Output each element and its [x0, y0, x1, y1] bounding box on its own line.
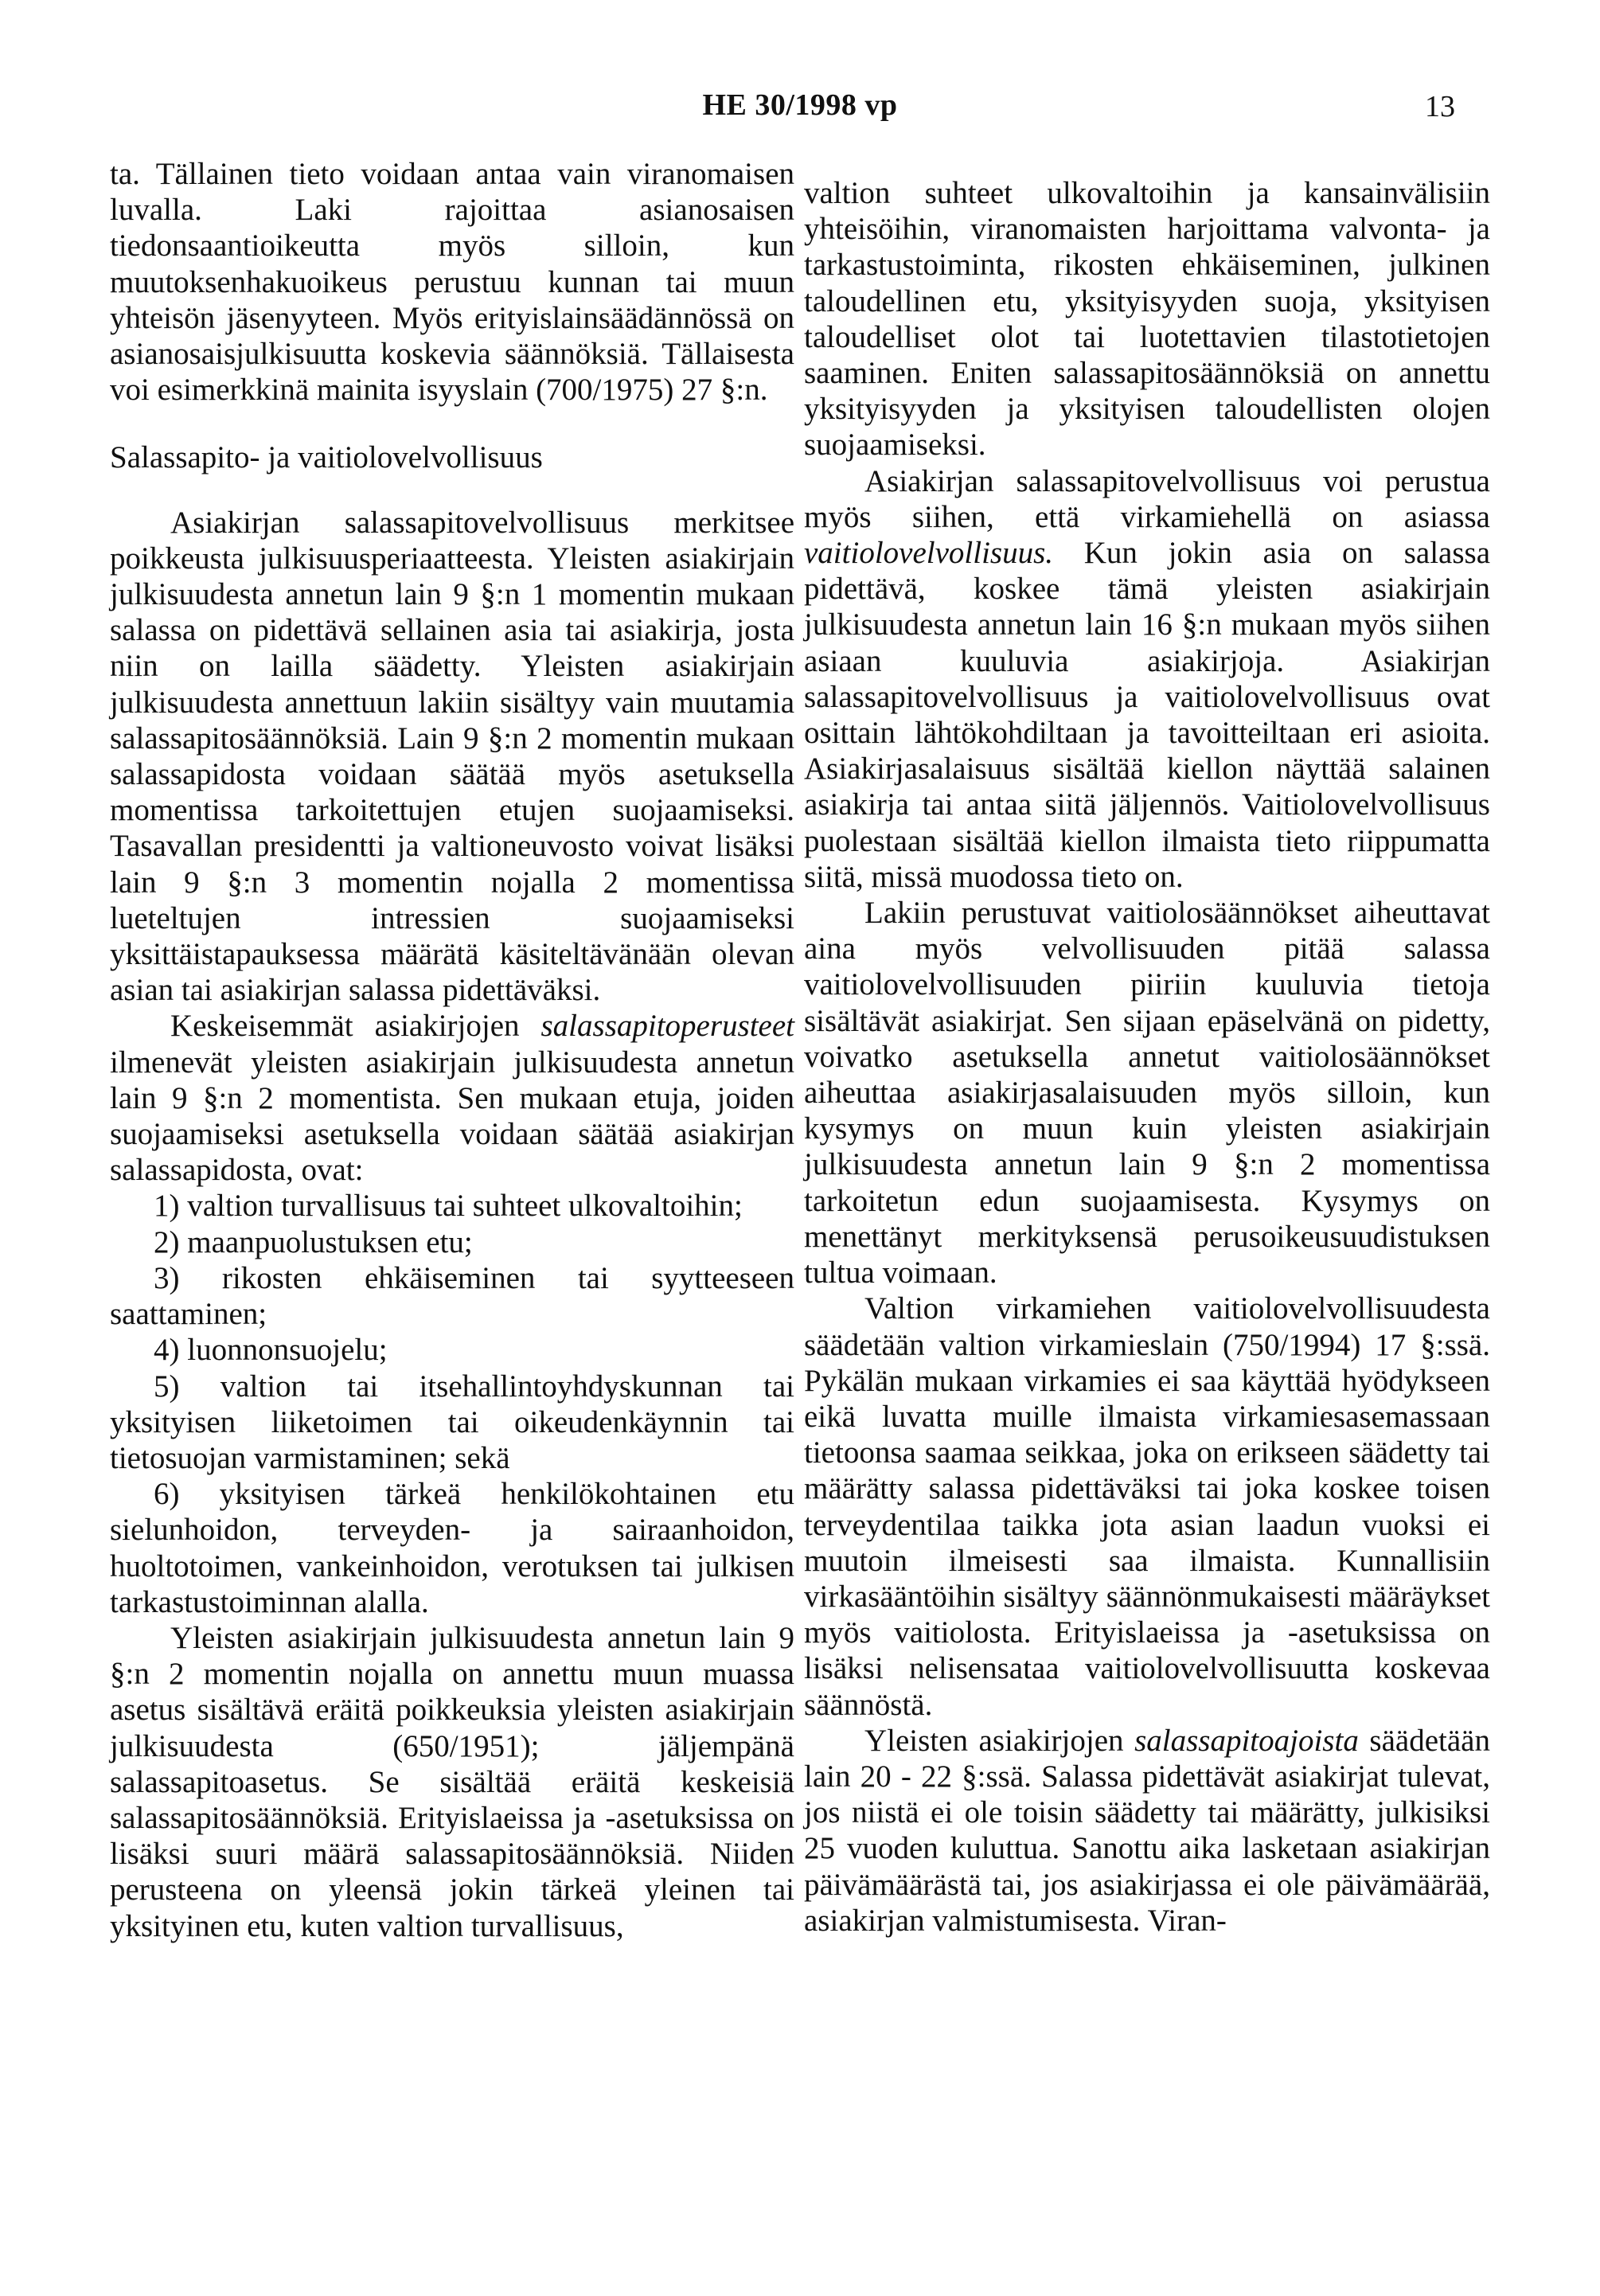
paragraph: Asiakirjan salassapitovelvollisuus merkitsee poikkeusta julkisuusperiaatteesta. Yleisten asiakirjain julkisuudesta annetun lain 9 §:n 1 momentin mukaan salassa on pidettävä sellainen asia tai asiakirja, josta niin on lailla säädetty. Yleisten asiakirjain julkisuudesta annettuun lakiin sisältyy vain muutamia salassapitosäännöksiä. Lain 9 §:n 2 momentin mukaan salassapidosta voidaan säätää myös asetuksella momentissa tarkoitettujen etujen suojaamiseksi. Tasavallan presidentti ja valtioneuvosto voivat lisäksi lain 9 §:n 3 momentin nojalla 2 momentissa lueteltujen intressien suojaamiseksi yksittäistapauksessa määrätä käsiteltävänään olevan asian tai asiakirjan salassa pidettäväksi.: [110, 505, 794, 1008]
section-heading: Salassapito- ja vaitiolovelvollisuus: [110, 440, 543, 475]
list-item: 3) rikosten ehkäiseminen tai syytteeseen saattaminen;: [110, 1260, 794, 1332]
text-run: Yleisten asiakirjojen: [864, 1723, 1135, 1758]
list-item: 4) luonnonsuojelu;: [154, 1333, 388, 1368]
italic-term: salassapitoperusteet: [540, 1009, 794, 1044]
right-column: [804, 175, 1490, 1939]
left-column: [110, 156, 794, 1944]
page-number: 13: [1425, 90, 1455, 123]
paragraph: [804, 463, 1490, 895]
italic-term: salassapitoajoista: [1134, 1723, 1359, 1758]
paragraph: Valtion virkamiehen vaitiolovelvollisuudesta säädetään valtion virkamieslain (750/1994) 17 §:ssä. Pykälän mukaan virkamies ei saa käyttää hyödykseen eikä luvatta muille ilmaista virkamiesasemassaan tietoonsa saamaa seikkaa, joka on erikseen säädetty tai määrätty salassa pidettäväksi tai joka koskee toisen terveydentilaa taikka jota asian laadun vuoksi ei muutoin ilmeisesti saa ilmaista. Kunnallisiin virkasääntöihin sisältyy säännönmukaisesti määräykset myös vaitiolosta. Erityislaeissa ja -asetuksissa on lisäksi nelisensataa vaitiolovelvollisuutta koskevaa säännöstä.: [804, 1291, 1490, 1722]
text-run: Asiakirjan salassapitovelvollisuus voi perustua myös siihen, että virkamiehellä on asiassa: [804, 463, 1490, 534]
paragraph: valtion suhteet ulkovaltoihin ja kansainvälisiin yhteisöihin, viranomaisten harjoittama valvonta- ja tarkastustoiminta, rikosten ehkäiseminen, julkinen taloudellinen etu, yksityisyyden suoja, yksityisen taloudelliset olot tai luotettavien tilastotietojen saaminen. Eniten salassapitosäännöksiä on annettu yksityisyyden ja yksityisen taloudellisten olojen suojaamiseksi.: [804, 176, 1490, 463]
list-item: 5) valtion tai itsehallintoyhdyskunnan tai yksityisen liiketoimen tai oikeudenkäynnin tai tietosuojan varmistaminen; sekä: [110, 1369, 794, 1475]
italic-term: vaitiolovelvollisuus.: [804, 536, 1054, 571]
text-run: Kun jokin asia on salassa pidettävä, koskee tämä yleisten asiakirjain julkisuudesta annetun lain 16 §:n mukaan myös siihen asiaan kuuluvia asiakirjoja. Asiakirjan salassapitovelvollisuus ja vaitiolovelvollisuus ovat osittain lähtökohdiltaan ja tavoitteiltaan eri asioita. Asiakirjasalaisuus sisältää kiellon näyttää salainen asiakirja tai antaa siitä jäljennös. Vaitiolovelvollisuus puolestaan sisältää kiellon ilmaista tieto riippumatta siitä, missä muodossa tieto on.: [804, 536, 1490, 894]
paragraph: [804, 1723, 1490, 1939]
document-title: HE 30/1998 vp: [702, 88, 898, 122]
paragraph: Yleisten asiakirjain julkisuudesta annetun lain 9 §:n 2 momentin nojalla on annettu muun muassa asetus sisältävä eräitä poikkeuksia yleisten asiakirjain julkisuudesta (650/1951); jäljempänä salassapitoasetus. Se sisältää eräitä keskeisiä salassapitosäännöksiä. Erityislaeissa ja -asetuksissa on lisäksi suuri määrä salassapitosäännöksiä. Niiden perusteena on yleensä jokin tärkeä yleinen tai yksityinen etu, kuten valtion turvallisuus,: [110, 1620, 794, 1943]
paragraph: Lakiin perustuvat vaitiolosäännökset aiheuttavat aina myös velvollisuuden pitää salassa vaitiolovelvollisuuden piiriin kuuluvia tietoja sisältävät asiakirjat. Sen sijaan epäselvänä on pidetty, voivatko asetuksella annetut vaitiolosäännökset aiheuttaa asiakirjasalaisuuden myös silloin, kun kysymys on muun kuin yleisten asiakirjain julkisuudesta annetun lain 9 §:n 2 momentissa tarkoitetun edun suojaamisesta. Kysymys on menettänyt merkityksensä perusoikeusuudistuksen tultua voimaan.: [804, 896, 1490, 1291]
list-item: 1) valtion turvallisuus tai suhteet ulkovaltoihin;: [154, 1189, 743, 1224]
text-run: Keskeisemmät asiakirjojen: [170, 1009, 541, 1044]
text-run: säädetään lain 20 - 22 §:ssä. Salassa pidettävät asiakirjat tulevat, jos niistä ei ole toisin säädetty tai määrätty, julkisiksi 25 vuoden kuluttua. Sanottu aika lasketaan asiakirjan päivämäärästä tai, jos asiakirjassa ei ole päivämäärää, asiakirjan valmistumisesta. Viran-: [804, 1723, 1490, 1938]
text-run: ilmenevät yleisten asiakirjain julkisuudesta annetun lain 9 §:n 2 momentista. Sen mukaan etuja, joiden suojaamiseksi asetuksella voidaan säätää asiakirjan salassapidosta, ovat:: [110, 1045, 794, 1188]
paragraph: ta. Tällainen tieto voidaan antaa vain viranomaisen luvalla. Laki rajoittaa asianosaisen tiedonsaantioikeutta myös silloin, kun muutoksenhakuoikeus perustuu kunnan tai muun yhteisön jäsenyyteen. Myös erityislainsäädännössä on asianosaisjulkisuutta koskevia säännöksiä. Tällaisesta voi esimerkkinä mainita isyyslain (700/1975) 27 §:n.: [110, 157, 794, 408]
paragraph: [110, 1008, 794, 1188]
list-item: 2) maanpuolustuksen etu;: [154, 1224, 473, 1259]
list-item: 6) yksityisen tärkeä henkilökohtainen etu sielunhoidon, terveyden- ja sairaanhoidon, huoltotoimen, vankeinhoidon, verotuksen tai julkisen tarkastustoiminnan alalla.: [110, 1477, 794, 1619]
